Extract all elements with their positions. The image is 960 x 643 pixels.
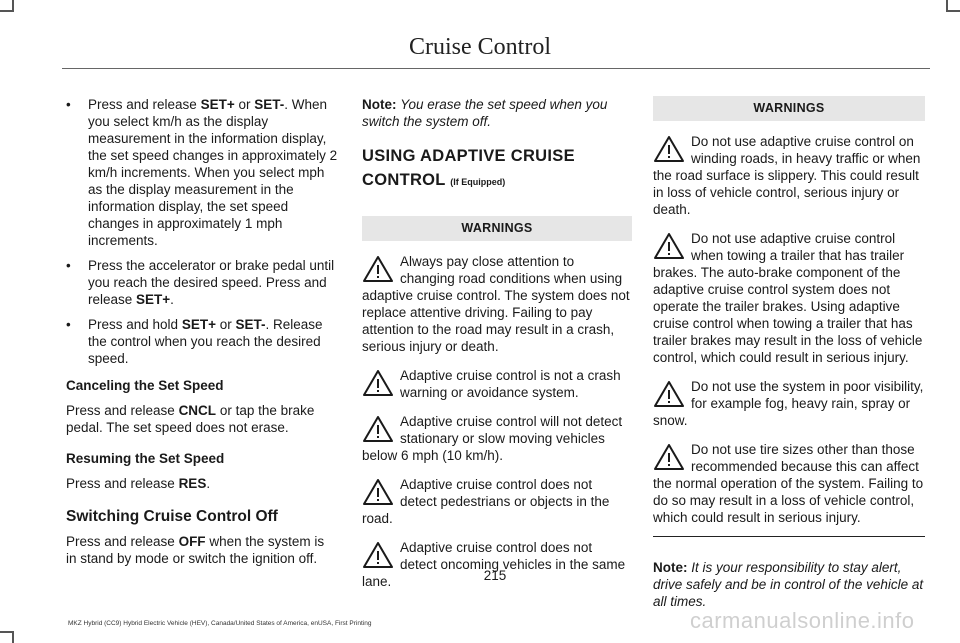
crop-mark-top-right-h xyxy=(946,10,960,12)
list-item: • Press the accelerator or brake pedal until you reach the desired speed. Press and release SET+. xyxy=(66,258,335,307)
crop-mark-top-right-v xyxy=(946,0,948,12)
note: Note: You erase the set speed when you switch the system off. xyxy=(362,97,608,129)
bullet-dot: • xyxy=(66,97,71,112)
warning-triangle-icon xyxy=(362,541,394,569)
bullet-list xyxy=(66,96,338,367)
column-right xyxy=(653,96,925,610)
warning-triangle-icon xyxy=(653,135,685,163)
warning-triangle-icon xyxy=(653,232,685,260)
warning-item: Do not use adaptive cruise control when towing a trailer that has trailer brakes. The auto-brake component of the adaptive cruise control system does not operate the trailer brakes. Using adaptive cruise control when towing a trailer that has trailer brakes may result in the loss of vehicle control, which could result in serious injury. xyxy=(653,231,923,365)
note: Note: It is your responsibility to stay alert, drive safely and be in control of the vehicle at all times. xyxy=(653,560,924,609)
warning-item: Adaptive cruise control does not detect oncoming vehicles in the same lane. xyxy=(362,540,626,589)
page-number: 215 xyxy=(483,568,507,583)
bullet-dot: • xyxy=(66,258,71,273)
warning-triangle-icon xyxy=(653,443,685,471)
list-item: • Press and release SET+ or SET-. When you select km/h as the display measurement in the information display, the set speed changes in approximately 2 km/h increments. When you select mph as the display measurement in the information display, the set speed changes in approximately 1 mph increments. xyxy=(66,97,338,248)
warnings-header: WARNINGS xyxy=(653,96,925,121)
warnings-end-rule xyxy=(653,536,925,537)
warning-triangle-icon xyxy=(362,369,394,397)
section-heading: USING ADAPTIVE CRUISE CONTROL (If Equipped) xyxy=(362,147,575,189)
warning-item: Do not use the system in poor visibility, for example fog, heavy rain, spray or snow. xyxy=(653,379,924,428)
warning-triangle-icon xyxy=(362,255,394,283)
footer-text: MKZ Hybrid (CC9) Hybrid Electric Vehicle (HEV), Canada/United States of America, enUSA, First Printing xyxy=(68,620,372,627)
resuming-text: Press and release RES. xyxy=(66,476,211,491)
resuming-heading: Resuming the Set Speed xyxy=(66,451,225,466)
canceling-heading: Canceling the Set Speed xyxy=(66,378,224,393)
list-item: • Press and hold SET+ or SET-. Release the control when you reach the desired speed. xyxy=(66,317,323,366)
warning-triangle-icon xyxy=(362,415,394,443)
warning-triangle-icon xyxy=(362,478,394,506)
warning-item: Always pay close attention to changing road conditions when using adaptive cruise control. The system does not replace attentive driving. Failing to pay attention to the road may result in a crash, serious injury or death. xyxy=(362,254,630,354)
canceling-text: Press and release CNCL or tap the brake pedal. The set speed does not erase. xyxy=(66,403,315,435)
warning-item: Adaptive cruise control is not a crash warning or avoidance system. xyxy=(362,367,632,401)
crop-mark-top-left-v xyxy=(12,0,14,12)
crop-mark-bottom-left-v xyxy=(12,631,14,643)
column-middle xyxy=(362,96,632,590)
warnings-header: WARNINGS xyxy=(362,216,632,241)
switching-text: Press and release OFF when the system is in stand by mode or switch the ignition off. xyxy=(66,534,325,566)
switching-heading: Switching Cruise Control Off xyxy=(66,508,278,525)
warning-item: Do not use tire sizes other than those recommended because this can affect the normal operation of the system. Failing to do so may result in a loss of vehicle control, which could result in serious injury. xyxy=(653,442,924,525)
warning-triangle-icon xyxy=(653,380,685,408)
warning-item: Adaptive cruise control does not detect pedestrians or objects in the road. xyxy=(362,477,610,526)
bullet-dot: • xyxy=(66,317,71,332)
warning-item: Adaptive cruise control will not detect stationary or slow moving vehicles below 6 mph (10 km/h). xyxy=(362,414,623,463)
watermark: carmanualsonline.info xyxy=(690,608,915,633)
header-divider xyxy=(62,68,930,69)
warning-item: Do not use adaptive cruise control on winding roads, in heavy traffic or when the road surface is slippery. This could result in loss of vehicle control, serious injury or death. xyxy=(653,134,921,217)
page-title: Cruise Control xyxy=(409,34,551,60)
column-left xyxy=(66,96,338,567)
